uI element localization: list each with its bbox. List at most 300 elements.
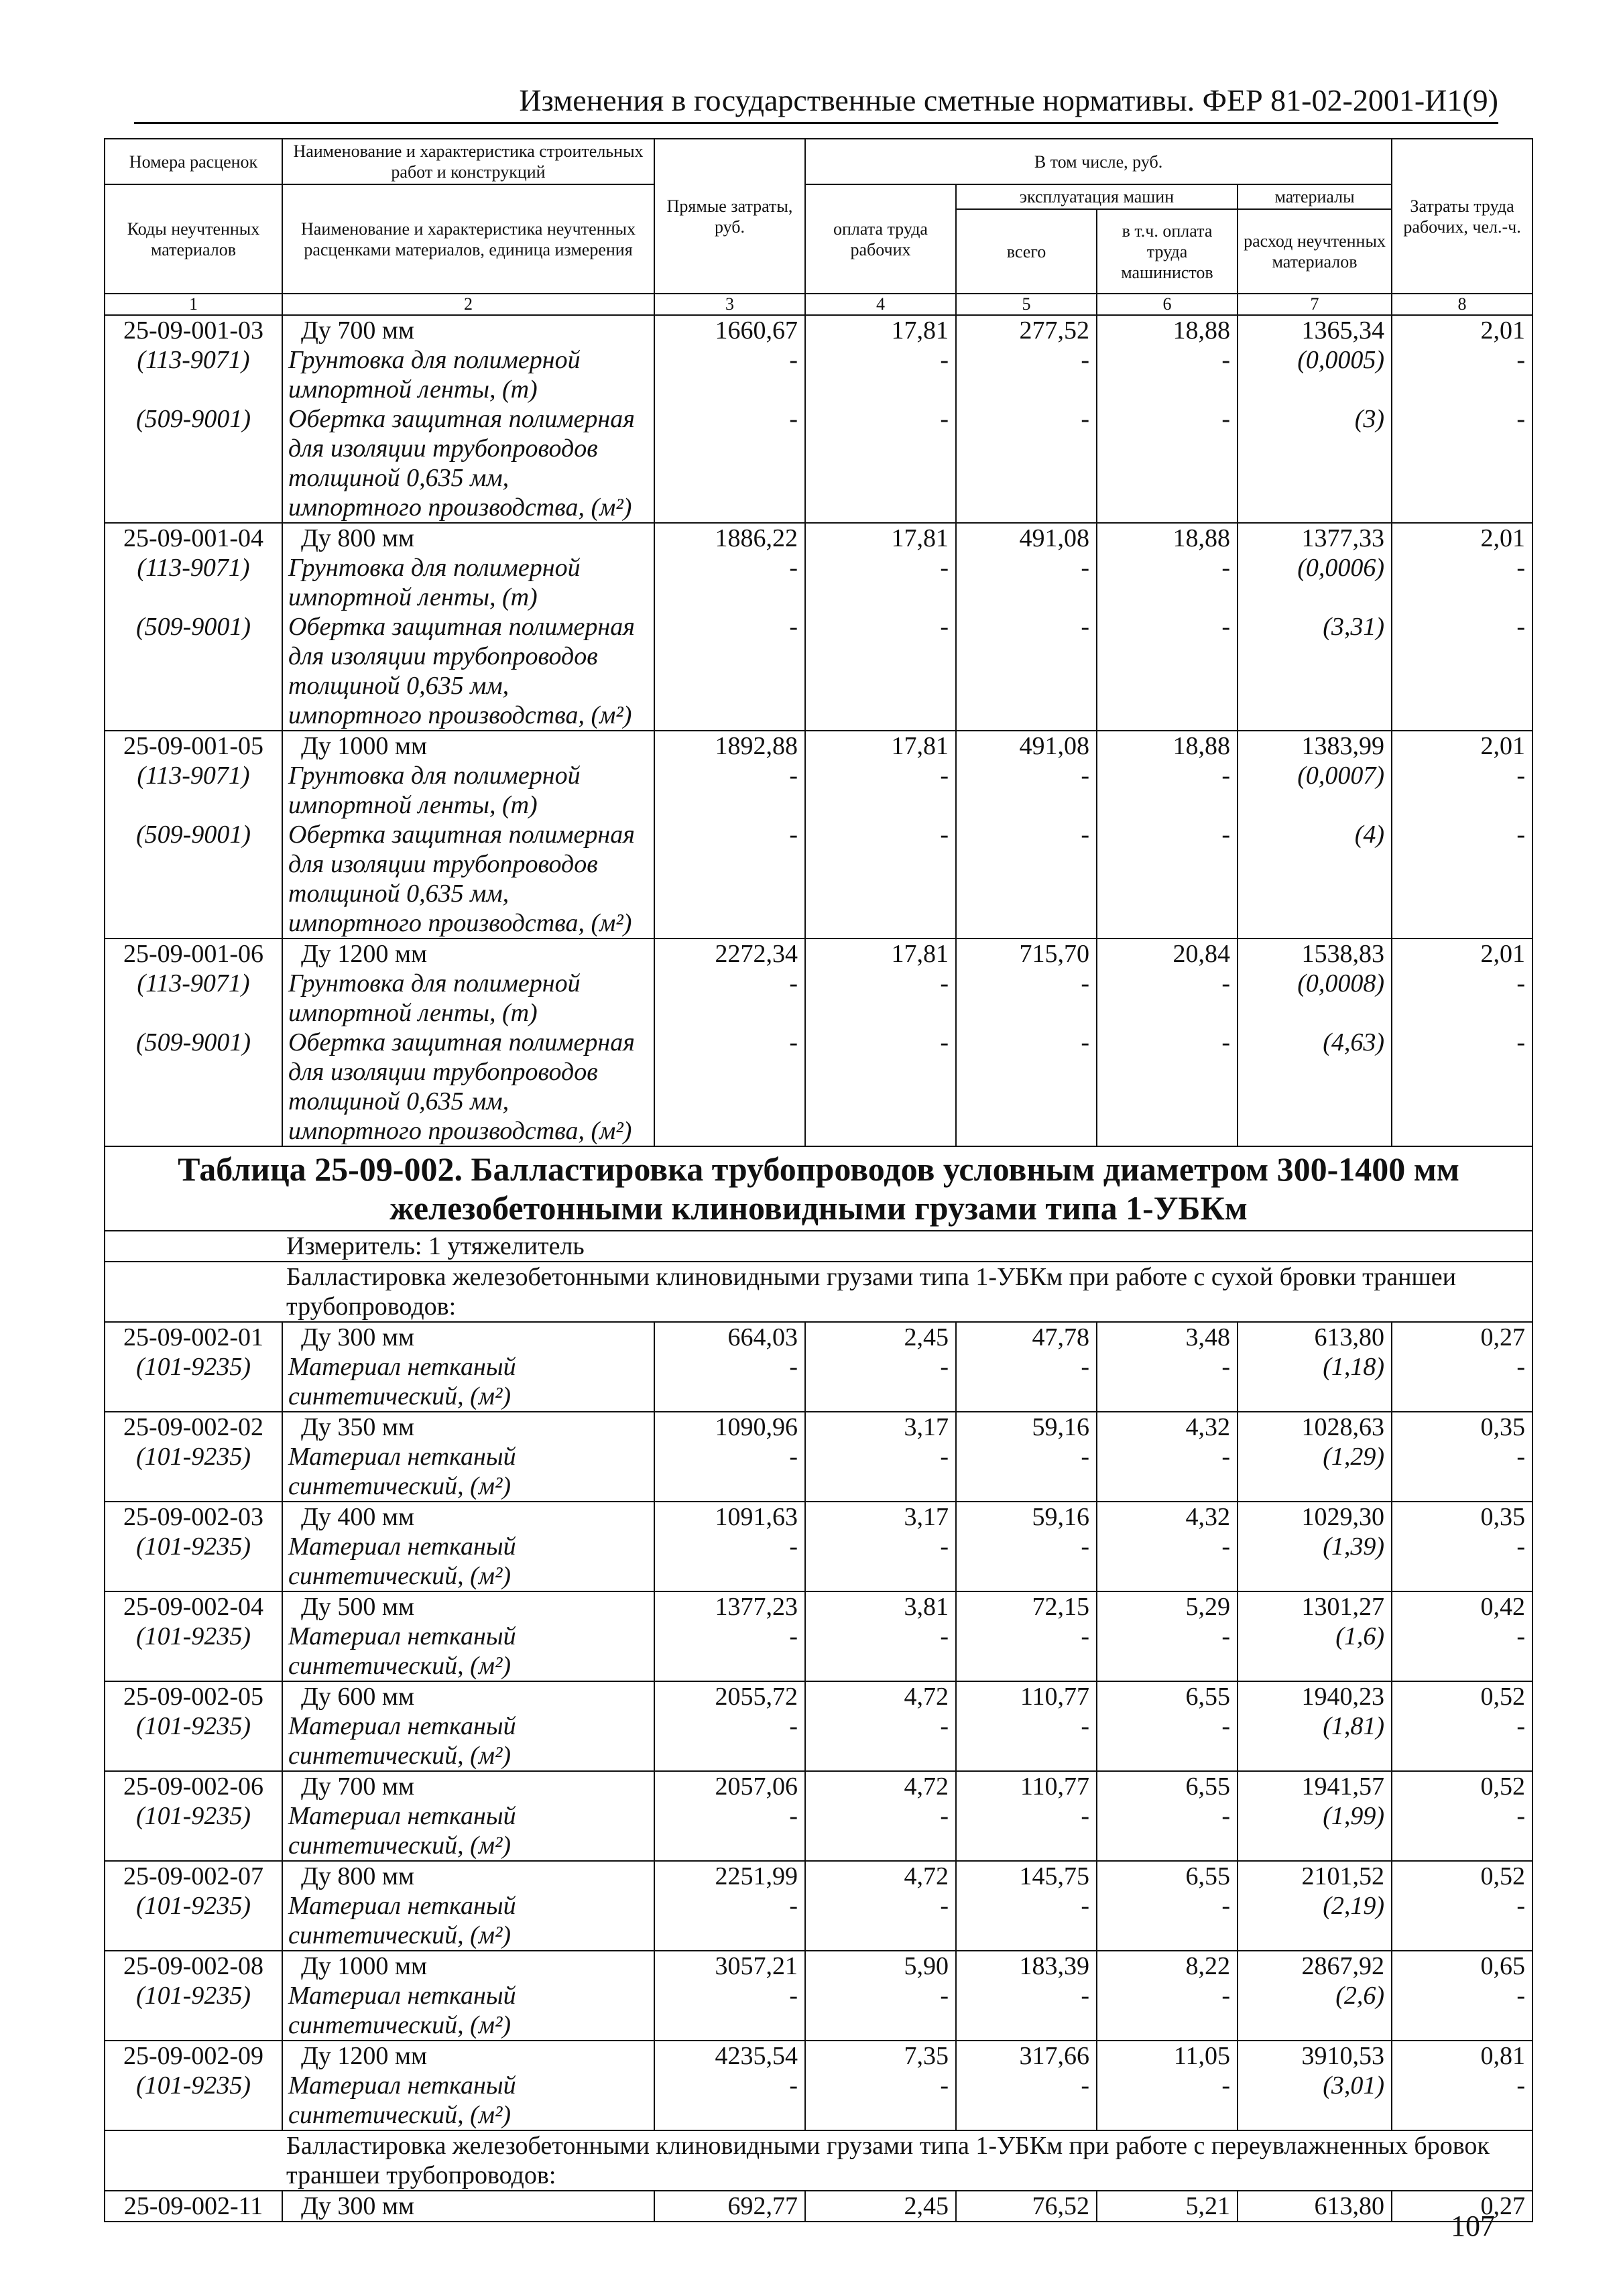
material-name: импортного производства, (м²): [288, 1117, 632, 1145]
value-cell: [1097, 1861, 1238, 1951]
material-name: синтетический, (м²): [288, 1562, 512, 1590]
cost-value: 3057,21: [715, 1952, 798, 1980]
rate-code-cell: [105, 523, 282, 731]
materials-cost: 613,80: [1238, 2191, 1392, 2222]
column-number: 4: [805, 294, 956, 315]
table-row: [105, 2191, 1532, 2222]
work-name: Ду 400 мм: [301, 1503, 415, 1531]
rate-code-cell: [105, 1502, 282, 1591]
labor-cell: [1392, 1412, 1532, 1502]
value-cell: [1097, 1322, 1238, 1412]
work-name: Ду 1000 мм: [301, 732, 428, 760]
header-row-1: [105, 139, 1532, 184]
dash-value: -: [1081, 405, 1089, 433]
cost-value: 17,81: [891, 316, 949, 345]
dash-value: -: [1516, 1892, 1526, 1920]
material-name: для изоляции трубопроводов: [288, 1058, 598, 1086]
value-cell: [805, 1322, 956, 1412]
table-row: [105, 1502, 1532, 1591]
rate-code-cell: [105, 1951, 282, 2041]
dash-value: -: [1221, 1353, 1230, 1381]
dash-value: -: [789, 405, 798, 433]
cost-value: 72,15: [1032, 1593, 1089, 1621]
value-cell: [956, 2041, 1097, 2130]
dash-value: -: [789, 1892, 798, 1920]
labor-hours: 2,01: [1480, 940, 1526, 968]
work-name-cell: [282, 523, 654, 731]
dash-value: -: [789, 821, 798, 849]
value-cell: [956, 1502, 1097, 1591]
work-name: Ду 1000 мм: [301, 1952, 428, 1980]
material-code: (509-9001): [136, 1028, 251, 1056]
cost-value: 3,17: [904, 1503, 949, 1531]
value-cell: [805, 939, 956, 1146]
rate-code-cell: [105, 939, 282, 1146]
estimate-table: [104, 138, 1533, 2222]
dash-value: -: [1081, 554, 1089, 582]
labor-hours: 0,27: [1392, 2191, 1532, 2222]
material-name: Обертка защитная полимерная: [288, 821, 635, 849]
cost-value: 17,81: [891, 732, 949, 760]
table-row: [105, 1771, 1532, 1861]
dash-value: -: [940, 1892, 949, 1920]
materials-cell: [1238, 1681, 1392, 1771]
labor-cell: [1392, 1322, 1532, 1412]
work-name-cell: [282, 1502, 654, 1591]
cost-value: 4,72: [904, 1683, 949, 1711]
value-cell: [956, 1861, 1097, 1951]
work-name-cell: [282, 1591, 654, 1681]
table-title-line-1: Таблица 25-09-002. Балластировка трубопроводов условным диаметром 300-1400 мм: [178, 1150, 1459, 1188]
rate-code: 25-09-002-05: [123, 1683, 263, 1711]
dash-value: -: [789, 2071, 798, 2100]
material-name: импортного производства, (м²): [288, 493, 632, 522]
material-consumption: (4,63): [1323, 1028, 1385, 1056]
material-name: для изоляции трубопроводов: [288, 642, 598, 670]
cost-value: 1892,88: [715, 732, 798, 760]
dash-value: -: [1221, 2071, 1230, 2100]
dash-value: -: [940, 1443, 949, 1471]
dash-value: -: [1081, 969, 1089, 998]
materials-cell: [1238, 1861, 1392, 1951]
labor-hours: 0,42: [1480, 1593, 1526, 1621]
dash-value: -: [789, 1802, 798, 1830]
materials-cost: 1029,30: [1301, 1503, 1385, 1531]
dash-value: -: [940, 1028, 949, 1056]
materials-cost: 1383,99: [1301, 732, 1385, 760]
table-row: [105, 1951, 1532, 2041]
labor-cell: [1392, 2041, 1532, 2130]
material-name: Материал нетканый: [288, 1532, 516, 1561]
rate-code: 25-09-002-01: [123, 1323, 263, 1351]
dash-value: -: [1221, 1982, 1230, 2010]
section-row: [105, 1262, 1532, 1322]
material-code: (101-9235): [136, 1532, 251, 1561]
material-name: импортной ленты, (т): [288, 583, 538, 611]
dash-value: -: [1081, 2071, 1089, 2100]
cost-value: 183,39: [1019, 1952, 1089, 1980]
material-consumption: (2,6): [1335, 1982, 1385, 2010]
material-consumption: (3,31): [1323, 613, 1385, 641]
dash-value: -: [1221, 1532, 1230, 1561]
material-name: импортной ленты, (т): [288, 999, 538, 1027]
page-number: 107: [1451, 2210, 1495, 2242]
work-name: Ду 600 мм: [301, 1683, 415, 1711]
dash-value: -: [789, 613, 798, 641]
materials-cost: 1028,63: [1301, 1413, 1385, 1441]
material-name: для изоляции трубопроводов: [288, 434, 598, 463]
material-consumption: (0,0005): [1297, 346, 1385, 374]
value-cell: [805, 1412, 956, 1502]
header-col2-top: Наименование и характеристика строительных работ и конструкций: [282, 139, 654, 184]
material-name: синтетический, (м²): [288, 1472, 512, 1500]
cost-value: 2272,34: [715, 940, 798, 968]
material-name: синтетический, (м²): [288, 2101, 512, 2129]
labor-cell: [1392, 523, 1532, 731]
cost-value: 47,78: [1032, 1323, 1089, 1351]
rate-code: 25-09-001-03: [123, 316, 263, 345]
dash-value: -: [789, 1532, 798, 1561]
value-cell: [654, 1502, 805, 1591]
material-consumption: (4): [1354, 821, 1385, 849]
dash-value: -: [1081, 1802, 1089, 1830]
material-code: (101-9235): [136, 2071, 251, 2100]
header-col6: в т.ч. оплата труда машинистов: [1097, 209, 1238, 294]
cost-value: 20,84: [1173, 940, 1230, 968]
dash-value: -: [1221, 762, 1230, 790]
material-consumption: (0,0007): [1297, 762, 1385, 790]
labor-cell: [1392, 1771, 1532, 1861]
labor-cell: [1392, 1591, 1532, 1681]
rate-code: 25-09-002-08: [123, 1952, 263, 1980]
materials-cell: [1238, 1412, 1392, 1502]
material-consumption: (1,29): [1323, 1443, 1385, 1471]
material-code: (101-9235): [136, 1712, 251, 1740]
materials-cell: [1238, 1771, 1392, 1861]
cost-value: 17,81: [891, 524, 949, 552]
materials-cost: 1940,23: [1301, 1683, 1385, 1711]
value-cell: [956, 1681, 1097, 1771]
material-name: Грунтовка для полимерной: [288, 969, 581, 998]
labor-cell: [1392, 1951, 1532, 2041]
labor-cell: [1392, 939, 1532, 1146]
header-machines: эксплуатация машин: [956, 184, 1238, 209]
value-cell: [654, 1591, 805, 1681]
cost-value: 3,81: [904, 1593, 949, 1621]
material-code: (101-9235): [136, 1622, 251, 1650]
material-code: (509-9001): [136, 613, 251, 641]
dash-value: -: [1221, 1028, 1230, 1056]
work-name-cell: [282, 2041, 654, 2130]
dash-value: -: [1516, 969, 1526, 998]
dash-value: -: [1221, 1712, 1230, 1740]
value-cell: [1097, 315, 1238, 523]
work-name-cell: [282, 1322, 654, 1412]
labor-pay: 2,45: [805, 2191, 956, 2222]
value-cell: [805, 1681, 956, 1771]
work-name-cell: [282, 315, 654, 523]
dash-value: -: [940, 613, 949, 641]
material-name: импортного производства, (м²): [288, 701, 632, 729]
dash-value: -: [940, 762, 949, 790]
work-name-cell: [282, 1861, 654, 1951]
value-cell: [805, 1861, 956, 1951]
value-cell: [654, 1771, 805, 1861]
dash-value: -: [1516, 1712, 1526, 1740]
material-code: (509-9001): [136, 405, 251, 433]
labor-hours: 0,52: [1480, 1772, 1526, 1801]
column-number: 3: [654, 294, 805, 315]
rate-code: 25-09-002-04: [123, 1593, 263, 1621]
materials-cell: [1238, 523, 1392, 731]
dash-value: -: [1516, 346, 1526, 374]
header-col7: расход неучтенных материалов: [1238, 209, 1392, 294]
value-cell: [805, 1591, 956, 1681]
cost-value: 4,32: [1185, 1413, 1230, 1441]
material-consumption: (3): [1354, 405, 1385, 433]
value-cell: [956, 1951, 1097, 2041]
table-title: [105, 1146, 1532, 1231]
material-name: Грунтовка для полимерной: [288, 346, 581, 374]
rate-code: 25-09-001-06: [123, 940, 263, 968]
materials-cell: [1238, 1591, 1392, 1681]
materials-cell: [1238, 731, 1392, 939]
value-cell: [1097, 523, 1238, 731]
material-name: Материал нетканый: [288, 1712, 516, 1740]
labor-cell: [1392, 1861, 1532, 1951]
rate-code-cell: [105, 731, 282, 939]
dash-value: -: [1221, 405, 1230, 433]
cost-value: 18,88: [1173, 524, 1230, 552]
rate-code-cell: [105, 1412, 282, 1502]
materials-cost: 1538,83: [1301, 940, 1385, 968]
section-heading: [105, 1262, 1532, 1322]
material-name: Обертка защитная полимерная: [288, 405, 635, 433]
value-cell: [956, 315, 1097, 523]
material-consumption: (1,18): [1323, 1353, 1385, 1381]
value-cell: [956, 731, 1097, 939]
dash-value: -: [940, 2071, 949, 2100]
material-consumption: (1,99): [1323, 1802, 1385, 1830]
value-cell: [805, 1951, 956, 2041]
section-heading: [105, 2130, 1532, 2191]
cost-value: 110,77: [1020, 1683, 1089, 1711]
material-code: (113-9071): [137, 554, 250, 582]
dash-value: -: [1516, 1028, 1526, 1056]
cost-value: 1377,23: [715, 1593, 798, 1621]
labor-hours: 0,27: [1480, 1323, 1526, 1351]
work-name: Ду 500 мм: [301, 1593, 415, 1621]
dash-value: -: [1221, 1892, 1230, 1920]
table-row: [105, 2041, 1532, 2130]
labor-cell: [1392, 1681, 1532, 1771]
header-row-2: [105, 184, 1532, 209]
material-name: синтетический, (м²): [288, 1382, 512, 1410]
material-name: толщиной 0,635 мм,: [288, 464, 509, 492]
dash-value: -: [1516, 405, 1526, 433]
cost-value: 491,08: [1019, 524, 1089, 552]
cost-value: 1660,67: [715, 316, 798, 345]
labor-hours: 2,01: [1480, 316, 1526, 345]
labor-cell: [1392, 1502, 1532, 1591]
value-cell: [956, 1771, 1097, 1861]
material-code: (101-9235): [136, 1892, 251, 1920]
table-row: [105, 315, 1532, 523]
work-name: Ду 800 мм: [301, 524, 415, 552]
value-cell: [1097, 731, 1238, 939]
dash-value: -: [940, 1712, 949, 1740]
dash-value: -: [940, 1802, 949, 1830]
dash-value: -: [1221, 613, 1230, 641]
cost-value: 1091,63: [715, 1503, 798, 1531]
cost-value: 277,52: [1019, 316, 1089, 345]
cost-value: 1886,22: [715, 524, 798, 552]
material-name: Грунтовка для полимерной: [288, 554, 581, 582]
value-cell: [1097, 1771, 1238, 1861]
column-number: 7: [1238, 294, 1392, 315]
section-heading-line-2: трубопроводов:: [286, 1292, 457, 1321]
value-cell: [805, 1771, 956, 1861]
column-numbers-row: [105, 294, 1532, 315]
material-name: синтетический, (м²): [288, 1921, 512, 1949]
table-title-row: [105, 1146, 1532, 1231]
material-name: толщиной 0,635 мм,: [288, 1087, 509, 1115]
cost-value: 4,72: [904, 1772, 949, 1801]
materials-cost: 2867,92: [1301, 1952, 1385, 1980]
work-name: Ду 700 мм: [301, 316, 415, 345]
section-row: [105, 2130, 1532, 2191]
material-consumption: (1,6): [1335, 1622, 1385, 1650]
material-consumption: (2,19): [1323, 1892, 1385, 1920]
material-code: (101-9235): [136, 1353, 251, 1381]
material-name: Материал нетканый: [288, 1622, 516, 1650]
rate-code: 25-09-002-06: [123, 1772, 263, 1801]
cost-value: 2,45: [904, 1323, 949, 1351]
dash-value: -: [1221, 821, 1230, 849]
value-cell: [1097, 1412, 1238, 1502]
rate-code-cell: [105, 315, 282, 523]
work-name-cell: [282, 1771, 654, 1861]
cost-value: 5,90: [904, 1952, 949, 1980]
materials-cell: [1238, 939, 1392, 1146]
value-cell: [654, 315, 805, 523]
materials-cell: [1238, 1502, 1392, 1591]
labor-hours: 0,52: [1480, 1683, 1526, 1711]
dash-value: -: [1081, 1353, 1089, 1381]
dash-value: -: [1081, 1532, 1089, 1561]
dash-value: -: [1081, 821, 1089, 849]
cost-value: 110,77: [1020, 1772, 1089, 1801]
dash-value: -: [789, 346, 798, 374]
dash-value: -: [1221, 969, 1230, 998]
header-col2-bottom: Наименование и характеристика неучтенных расценками материалов, единица измерения: [282, 184, 654, 294]
cost-value: 664,03: [727, 1323, 798, 1351]
rate-code: 25-09-002-02: [123, 1413, 263, 1441]
work-name-cell: [282, 731, 654, 939]
cost-value: 145,75: [1019, 1862, 1089, 1890]
rate-code-cell: [105, 2041, 282, 2130]
cost-value: 317,66: [1019, 2042, 1089, 2070]
labor-hours: 2,01: [1480, 732, 1526, 760]
dash-value: -: [1081, 1028, 1089, 1056]
header-materials: материалы: [1238, 184, 1392, 209]
materials-cost: 3910,53: [1301, 2042, 1385, 2070]
labor-cell: [1392, 731, 1532, 939]
material-code: (113-9071): [137, 969, 250, 998]
page-header-title: Изменения в государственные сметные нормативы. ФЕР 81-02-2001-И1(9): [134, 79, 1498, 124]
dash-value: -: [789, 1028, 798, 1056]
labor-hours: 0,35: [1480, 1413, 1526, 1441]
material-name: синтетический, (м²): [288, 2011, 512, 2039]
materials-cost: 1301,27: [1301, 1593, 1385, 1621]
work-name: Ду 1200 мм: [301, 2042, 428, 2070]
dash-value: -: [940, 969, 949, 998]
direct-cost: 692,77: [654, 2191, 805, 2222]
material-name: синтетический, (м²): [288, 1831, 512, 1860]
materials-cost: 2101,52: [1301, 1862, 1385, 1890]
value-cell: [1097, 1502, 1238, 1591]
dash-value: -: [1516, 554, 1526, 582]
table-row: [105, 1681, 1532, 1771]
material-consumption: (0,0006): [1297, 554, 1385, 582]
dash-value: -: [940, 1532, 949, 1561]
cost-value: 11,05: [1173, 2042, 1230, 2070]
dash-value: -: [1081, 1982, 1089, 2010]
cost-value: 59,16: [1032, 1503, 1089, 1531]
section-heading-line-1: Балластировка железобетонными клиновидными грузами типа 1-УБКм при работе с переувлажненных бровок: [286, 2132, 1490, 2160]
work-name: [282, 2191, 654, 2222]
material-name: импортной ленты, (т): [288, 375, 538, 404]
dash-value: -: [1221, 554, 1230, 582]
cost-value: 2055,72: [715, 1683, 798, 1711]
dash-value: -: [1081, 1622, 1089, 1650]
value-cell: [654, 731, 805, 939]
rate-code: 25-09-001-05: [123, 732, 263, 760]
cost-value: 8,22: [1185, 1952, 1230, 1980]
rate-code-cell: [105, 1591, 282, 1681]
labor-hours: 2,01: [1480, 524, 1526, 552]
materials-cost: 1941,57: [1301, 1772, 1385, 1801]
dash-value: -: [1516, 1982, 1526, 2010]
cost-value: 6,55: [1185, 1772, 1230, 1801]
table-row: [105, 523, 1532, 731]
work-name: Ду 800 мм: [301, 1862, 415, 1890]
cost-value: 2251,99: [715, 1862, 798, 1890]
dash-value: -: [1081, 613, 1089, 641]
value-cell: [654, 1681, 805, 1771]
dash-value: -: [940, 821, 949, 849]
materials-cell: [1238, 315, 1392, 523]
header-col8: Затраты труда рабочих, чел.-ч.: [1392, 139, 1532, 294]
dash-value: -: [1516, 1443, 1526, 1471]
dash-value: -: [940, 1353, 949, 1381]
cost-value: 5,29: [1185, 1593, 1230, 1621]
material-consumption: (1,39): [1323, 1532, 1385, 1561]
labor-hours: 0,65: [1480, 1952, 1526, 1980]
table-row: [105, 1591, 1532, 1681]
cost-value: 2057,06: [715, 1772, 798, 1801]
value-cell: [654, 2041, 805, 2130]
cost-value: 4235,54: [715, 2042, 798, 2070]
dash-value: -: [1516, 1802, 1526, 1830]
material-code: (509-9001): [136, 821, 251, 849]
cost-value: 491,08: [1019, 732, 1089, 760]
rate-code: 25-09-002-03: [123, 1503, 263, 1531]
material-code: (101-9235): [136, 1443, 251, 1471]
dash-value: -: [789, 1982, 798, 2010]
materials-cost: 613,80: [1314, 1323, 1385, 1351]
value-cell: [654, 939, 805, 1146]
